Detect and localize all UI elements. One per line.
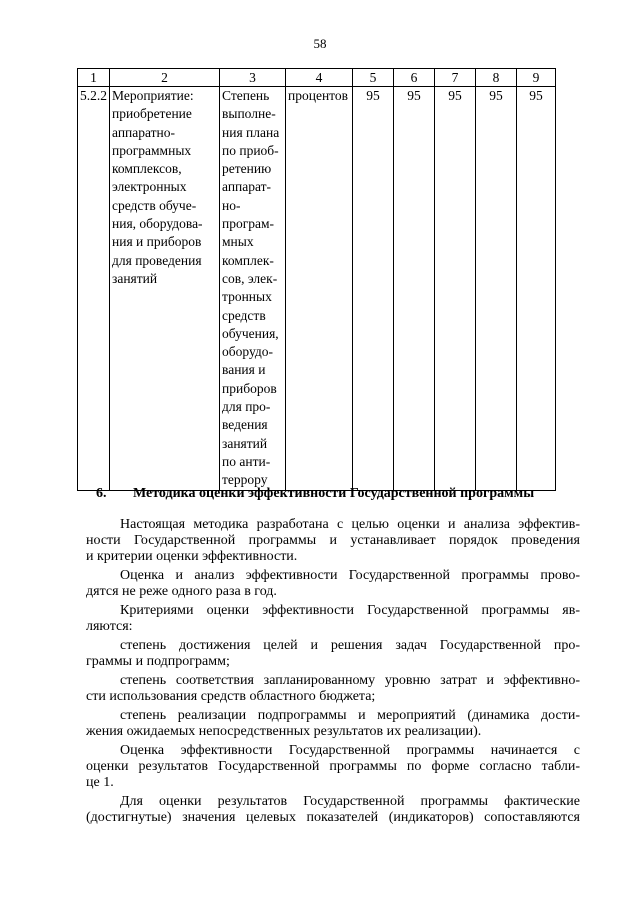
body-text [86, 517, 580, 829]
text-line: Оценка эффективности Государственной программы начинается с [120, 742, 580, 758]
text-line: ния плана [222, 124, 280, 140]
text-line: дятся не реже одного раза в год. [86, 584, 277, 600]
text-line: Степень [222, 88, 270, 103]
text-line: степень соответствия запланированному уровню затрат и эффективно- [120, 672, 580, 688]
paragraph [86, 517, 580, 566]
value-cell: 95 [476, 87, 517, 491]
header-cell: 9 [517, 69, 556, 87]
indicator-cell [220, 87, 286, 491]
table-header-row [78, 69, 556, 87]
value-cell: 95 [517, 87, 556, 491]
header-cell: 5 [353, 69, 394, 87]
paragraph [86, 708, 580, 740]
text-line: тронных [222, 289, 272, 305]
section-heading [96, 486, 534, 502]
section-number: 6. [96, 486, 107, 501]
section-title: Методика оценки эффективности Государственной программы [133, 486, 535, 501]
header-cell: 7 [435, 69, 476, 87]
text-line: вания и [222, 362, 266, 378]
text-line: программных [112, 142, 192, 158]
value-cell: 95 [435, 87, 476, 491]
paragraph [86, 638, 580, 670]
text-line: по приоб- [222, 142, 279, 158]
text-line: оборудо- [222, 344, 273, 360]
text-line: ведения [222, 417, 268, 433]
text-line: (достигнутые) значения целевых показателей (индикаторов) сопоставляются [86, 809, 580, 825]
paragraph [86, 568, 580, 600]
text-line: граммы и подпрограмм; [86, 654, 230, 670]
text-line: для про- [222, 399, 271, 415]
page-number: 58 [313, 36, 327, 51]
text-line: степень достижения целей и решения задач Государственной про- [120, 637, 580, 653]
paragraph [86, 603, 580, 635]
text-line: но- [222, 197, 241, 213]
text-line: Настоящая методика разработана с целью оценки и анализа эффектив- [120, 517, 580, 532]
text-line: аппарат- [222, 179, 272, 195]
text-line: Для оценки результатов Государственной программы фактические [120, 793, 580, 809]
text-line: и критерии оценки эффективности. [86, 549, 298, 565]
header-cell: 4 [286, 69, 353, 87]
paragraph [86, 673, 580, 705]
text-line: приборов [222, 380, 277, 396]
text-line: террору [222, 472, 268, 488]
text-line: обучения, [222, 325, 279, 341]
text-line: занятий [112, 270, 158, 286]
header-cell: 2 [110, 69, 220, 87]
text-line: жения ожидаемых непосредственных результатов их реализации). [86, 723, 482, 739]
text-line: сов, элек- [222, 270, 278, 286]
text-line: средств [222, 307, 266, 323]
header-cell: 8 [476, 69, 517, 87]
text-line: средств обуче- [112, 197, 197, 213]
value-cell: 95 [394, 87, 435, 491]
text-line: по анти- [222, 453, 271, 469]
text-line: электронных [112, 179, 187, 195]
value-cell: 95 [353, 87, 394, 491]
text-line: занятий [222, 435, 268, 451]
text-line: ности Государственной программы и устанавливает порядок проведения [86, 533, 580, 549]
text-line: для проведения [112, 252, 202, 268]
text-line: оценки результатов Государственной программы по форме согласно табли- [86, 758, 580, 774]
text-line: програм- [222, 216, 275, 232]
text-line: степень реализации подпрограммы и мероприятий (динамика дости- [120, 707, 580, 723]
text-line: выполне- [222, 106, 276, 122]
text-line: ретению [222, 161, 272, 177]
paragraph [86, 743, 580, 792]
text-line: Оценка и анализ эффективности Государственной программы прово- [120, 568, 580, 584]
text-line: Критериями оценки эффективности Государственной программы яв- [120, 603, 580, 619]
header-cell: 3 [220, 69, 286, 87]
table-row [78, 87, 556, 491]
text-line: приобретение [112, 106, 192, 122]
event-cell [110, 87, 220, 491]
text-line: комплексов, [112, 161, 182, 177]
text-line: мных [222, 234, 254, 250]
paragraph [86, 794, 580, 826]
row-number: 5.2.2 [78, 87, 110, 491]
header-cell: 1 [78, 69, 110, 87]
text-line: сти использования средств областного бюджета; [86, 689, 376, 705]
header-cell: 6 [394, 69, 435, 87]
text-line: Мероприятие: [112, 88, 194, 103]
text-line: ния, оборудова- [112, 216, 203, 232]
text-line: аппаратно- [112, 124, 176, 140]
text-line: ляются: [86, 619, 133, 635]
text-line: це 1. [86, 775, 114, 791]
indicators-table [77, 68, 556, 491]
text-line: комплек- [222, 252, 274, 268]
text-line: ния и приборов [112, 234, 202, 250]
unit-cell: процентов [286, 87, 353, 491]
